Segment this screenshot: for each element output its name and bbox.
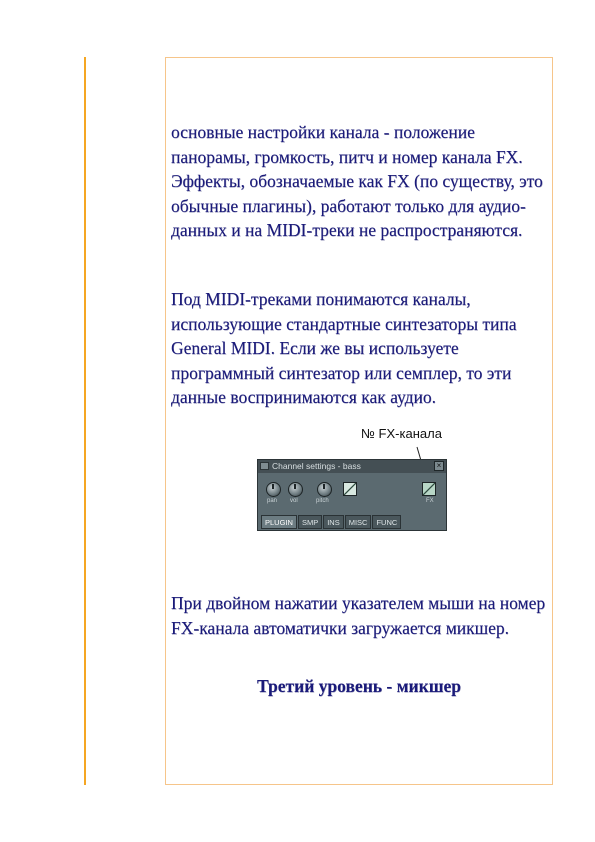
fx-channel-number-box[interactable] (422, 482, 436, 496)
pan-knob[interactable] (266, 482, 281, 497)
window-tabs (261, 515, 401, 529)
volume-knob[interactable] (288, 482, 303, 497)
fx-channel-label: FX (426, 498, 434, 504)
tab-smp[interactable]: SMP (298, 515, 322, 529)
window-menu-icon[interactable] (260, 462, 269, 470)
tab-ins[interactable]: INS (323, 515, 344, 529)
close-icon[interactable]: × (434, 461, 444, 471)
volume-knob-label: vol (290, 498, 298, 504)
paragraph-3: При двойном нажатии указателем мыши на номер FX-канала автоматички загружается микшер. (171, 593, 546, 638)
fx-channel-callout: № FX-канала (361, 426, 442, 441)
fx-indicator[interactable] (343, 482, 357, 496)
paragraph-1: основные настройки канала - положение панорамы, громкость, питч и номер канала FX. Эффекты, обозначаемые как FX (по существу, это обычные плагины), работают только для аудио-данных и на MIDI-треки не распространяются. (171, 122, 543, 240)
pan-knob-label: pan (267, 498, 278, 504)
window-title: Channel settings - bass (272, 461, 361, 471)
window-titlebar[interactable] (258, 460, 446, 473)
pitch-knob[interactable] (317, 482, 332, 497)
paragraph-2: Под MIDI-треками понимаются каналы, использующие стандартные синтезаторы типа General MIDI. Если же вы используете программный синтезатор или семплер, то эти данные воспринимаются как аудио. (171, 289, 517, 407)
pitch-knob-label: pitch (316, 498, 329, 504)
section-heading: Третий уровень - микшер (257, 676, 461, 696)
tab-func[interactable]: FUNC (372, 515, 401, 529)
left-margin-rule (84, 57, 86, 785)
tab-plugin[interactable]: PLUGIN (261, 515, 297, 529)
channel-settings-window (257, 459, 447, 531)
tab-misc[interactable]: MISC (345, 515, 372, 529)
